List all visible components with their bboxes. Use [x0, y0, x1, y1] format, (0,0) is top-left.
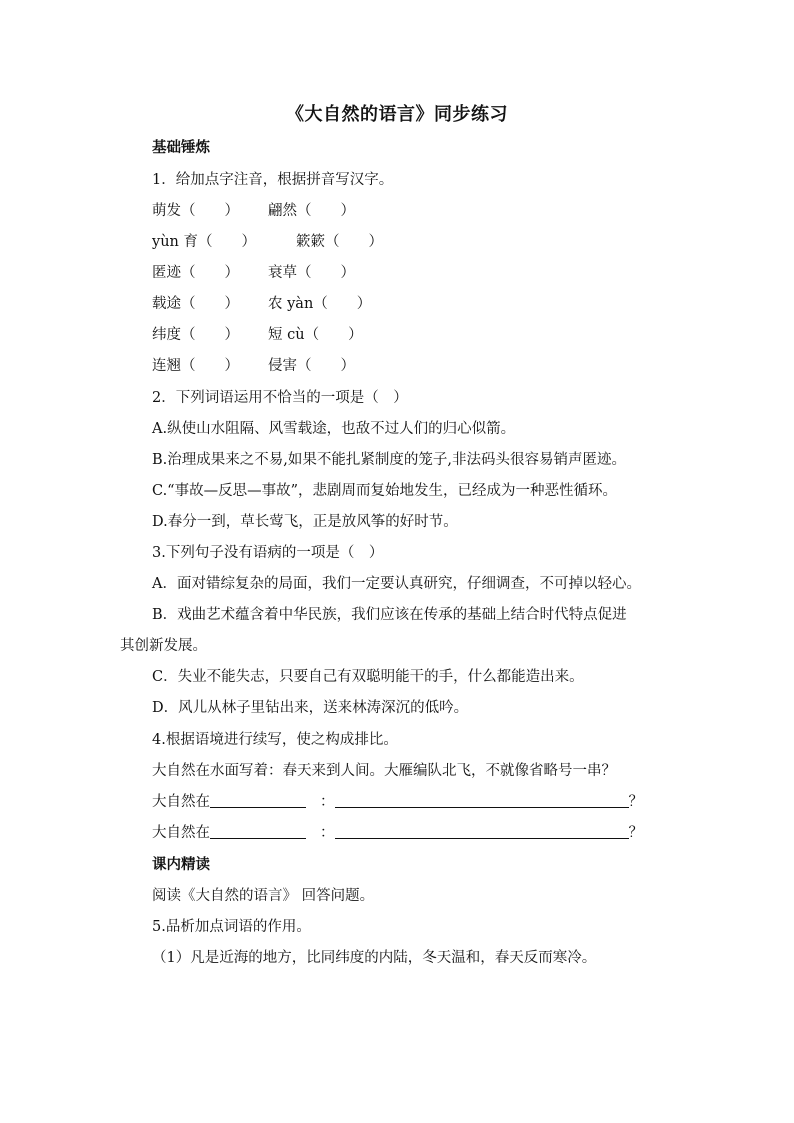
q3-option-c: C．失业不能失志，只要自己有双聪明能干的手，什么都能造出来。 — [152, 669, 584, 685]
q2-option-c: C.“事故—反思—事故”，悲剧周而复始地发生，已经成为一种恶性循环。 — [152, 483, 618, 499]
question-4-stem: 4.根据语境进行续写，使之构成排比。 — [152, 732, 398, 748]
q1-row2-right: 簌簌（ ） — [296, 234, 383, 250]
q3-option-a: A．面对错综复杂的局面，我们一定要认真研究，仔细调查，不可掉以轻心。 — [152, 576, 641, 592]
question-3-stem: 3.下列句子没有语病的一项是（ ） — [152, 545, 384, 561]
q1-row4-right: 农 yàn（ ） — [268, 296, 372, 312]
q1-row5-left: 纬度（ ） — [152, 327, 239, 343]
q1-row6-left: 连翘（ ） — [152, 358, 239, 374]
q4-fill-line-2 — [152, 823, 643, 843]
q4-blank-place-2[interactable] — [210, 824, 306, 839]
q2-option-b: B.治理成果来之不易,如果不能扎紧制度的笼子,非法码头很容易销声匿迹。 — [152, 452, 626, 468]
q4-fill-end: ？ — [628, 794, 643, 810]
q1-row4-left: 载途（ ） — [152, 296, 239, 312]
q4-blank-place-1[interactable] — [210, 793, 306, 808]
q4-blank-content-1[interactable] — [335, 793, 629, 808]
document-title: 《大自然的语言》同步练习 — [286, 104, 508, 125]
q1-row3-left: 匿迹（ ） — [152, 265, 239, 281]
reading-intro: 阅读《大自然的语言》 回答问题。 — [152, 888, 375, 904]
q3-option-b-line2: 其创新发展。 — [120, 638, 207, 654]
q4-blank-content-2[interactable] — [335, 824, 629, 839]
question-2-stem: 2．下列词语运用不恰当的一项是（ ） — [152, 390, 408, 406]
q4-fill-end: ？ — [628, 825, 643, 841]
q1-row3-right: 衰草（ ） — [268, 265, 355, 281]
q4-fill-line-1 — [152, 792, 643, 812]
q1-row6-right: 侵害（ ） — [268, 358, 355, 374]
section-heading-basic: 基础锤炼 — [152, 139, 210, 156]
q2-option-a: A.纵使山水阻隔、风雪载途，也敌不过人们的归心似箭。 — [152, 421, 516, 437]
question-1-stem: 1．给加点字注音，根据拼音写汉字。 — [152, 172, 394, 188]
q4-fill-prefix: 大自然在 — [152, 794, 210, 810]
q1-row5-right: 短 cù（ ） — [268, 327, 363, 343]
q4-fill-colon: ： — [320, 794, 335, 810]
q4-fill-colon: ： — [320, 825, 335, 841]
q5-item-1: （1）凡是近海的地方，比同纬度的内陆，冬天温和，春天反而寒冷。 — [152, 950, 597, 966]
q4-fill-prefix: 大自然在 — [152, 825, 210, 841]
q3-option-d: D．风儿从林子里钻出来，送来林涛深沉的低吟。 — [152, 700, 469, 716]
q1-row2-left: yùn 育（ ） — [152, 234, 256, 250]
q1-row1-right: 翩然（ ） — [268, 203, 355, 219]
q1-row1-left: 萌发（ ） — [152, 203, 239, 219]
section-heading-reading: 课内精读 — [152, 856, 210, 873]
q4-example: 大自然在水面写着：春天来到人间。大雁编队北飞，不就像省略号一串？ — [152, 763, 616, 779]
q2-option-d: D.春分一到，草长莺飞，正是放风筝的好时节。 — [152, 514, 458, 530]
q3-option-b-line1: B．戏曲艺术蕴含着中华民族，我们应该在传承的基础上结合时代特点促进 — [152, 607, 627, 623]
question-5-stem: 5.品析加点词语的作用。 — [152, 919, 311, 935]
